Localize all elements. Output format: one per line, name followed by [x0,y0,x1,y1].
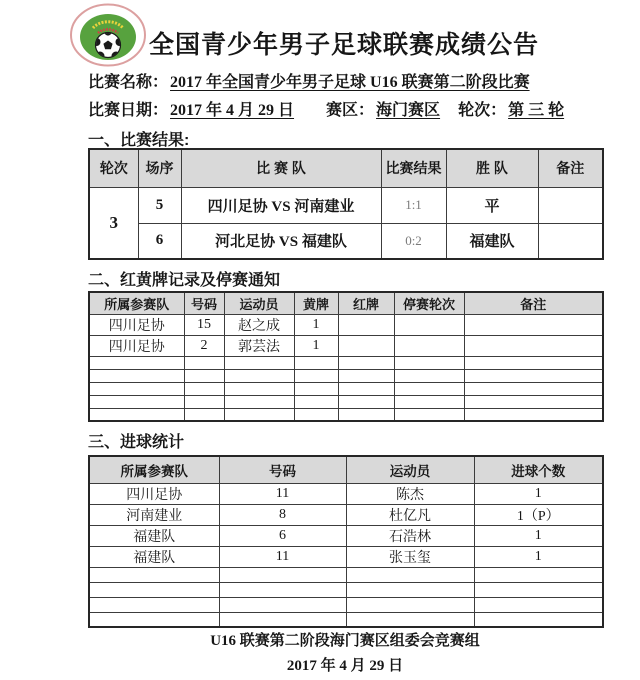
goals-row [89,504,603,525]
cards-row [89,335,603,356]
cards-header-red: 红牌 [338,292,394,314]
results-header-winner: 胜 队 [446,149,538,187]
results-round-value: 3 [89,187,138,259]
results-note [538,223,603,259]
goals-number: 8 [219,504,346,525]
cards-note [464,335,603,356]
cards-player: 郭芸法 [224,335,294,356]
goals-empty-row [89,567,603,582]
goals-team: 福建队 [89,525,219,546]
cards-header-yellow: 黄牌 [294,292,338,314]
results-header-row [89,149,603,187]
cards-yellow: 1 [294,314,338,335]
goals-team: 福建队 [89,546,219,567]
cards-empty-row [89,395,603,408]
football-association-logo [69,3,147,67]
cards-header-player: 运动员 [224,292,294,314]
goals-empty-row [89,597,603,612]
results-winner: 福建队 [446,223,538,259]
cards-empty-row [89,408,603,421]
results-section-heading: 一、比赛结果: [88,132,190,149]
results-row [89,187,603,223]
goals-player: 陈杰 [346,483,474,504]
match-name-line [88,69,532,92]
cards-red [338,335,394,356]
footer-date-line: 2017 年 4 月 29 日 [286,658,404,674]
goals-count: 1（P） [474,504,603,525]
goals-header-row [89,456,603,483]
round-value: 第 三 轮 [508,102,565,119]
goals-row [89,546,603,567]
goals-row [89,483,603,504]
cards-header-row [89,292,603,314]
match-date-value: 2017 年 4 月 29 日 [170,102,295,119]
results-header-match-no: 场序 [138,149,181,187]
goals-section-heading: 三、进球统计 [88,434,185,451]
cards-red [338,314,394,335]
match-date-label: 比赛日期： [88,102,169,119]
goals-empty-row [89,612,603,627]
cards-team: 四川足协 [89,314,184,335]
results-header-teams: 比 赛 队 [181,149,381,187]
cards-team: 四川足协 [89,335,184,356]
results-winner: 平 [446,187,538,223]
goals-header-team: 所属参赛队 [89,456,219,483]
goals-team: 四川足协 [89,483,219,504]
cards-yellow: 1 [294,335,338,356]
round-label: 轮次： [458,102,507,119]
goals-player: 张玉玺 [346,546,474,567]
goals-player: 杜亿凡 [346,504,474,525]
goals-empty-row [89,582,603,597]
results-score: 0:2 [381,223,446,259]
results-table [88,148,604,260]
results-header-score: 比赛结果 [381,149,446,187]
cards-header-note: 备注 [464,292,603,314]
cards-player: 赵之成 [224,314,294,335]
emblem-icon [69,3,147,67]
goals-row [89,525,603,546]
cards-suspension [394,314,464,335]
goals-count: 1 [474,525,603,546]
cards-row [89,314,603,335]
goals-player: 石浩林 [346,525,474,546]
cards-empty-row [89,356,603,369]
results-row [89,223,603,259]
match-name-value: 2017 年全国青少年男子足球 U16 联赛第二阶段比赛 [170,74,530,91]
cards-empty-row [89,369,603,382]
results-score: 1:1 [381,187,446,223]
goals-header-player: 运动员 [346,456,474,483]
goals-table [88,455,604,628]
goals-number: 11 [219,483,346,504]
cards-number: 15 [184,314,224,335]
cards-table [88,291,604,422]
results-match-no: 5 [138,187,181,223]
results-teams: 四川足协 VS 河南建业 [181,187,381,223]
goals-count: 1 [474,546,603,567]
footer-committee-line: U16 联赛第二阶段海门赛区组委会竞赛组 [210,633,480,649]
cards-suspension [394,335,464,356]
goals-header-count: 进球个数 [474,456,603,483]
page-title: 全国青少年男子足球联赛成绩公告 [149,32,540,59]
goals-number: 6 [219,525,346,546]
cards-empty-row [89,382,603,395]
cards-header-team: 所属参赛队 [89,292,184,314]
match-info-line [88,97,566,120]
cards-header-suspension: 停赛轮次 [394,292,464,314]
cards-header-number: 号码 [184,292,224,314]
results-header-round: 轮次 [89,149,138,187]
results-header-note: 备注 [538,149,603,187]
cards-number: 2 [184,335,224,356]
goals-header-number: 号码 [219,456,346,483]
goals-count: 1 [474,483,603,504]
results-match-no: 6 [138,223,181,259]
match-name-label: 比赛名称： [88,74,169,91]
cards-note [464,314,603,335]
venue-label: 赛区： [326,102,375,119]
goals-team: 河南建业 [89,504,219,525]
goals-number: 11 [219,546,346,567]
cards-section-heading: 二、红黄牌记录及停赛通知 [88,272,281,289]
results-note [538,187,603,223]
venue-value: 海门赛区 [376,102,441,119]
results-teams: 河北足协 VS 福建队 [181,223,381,259]
